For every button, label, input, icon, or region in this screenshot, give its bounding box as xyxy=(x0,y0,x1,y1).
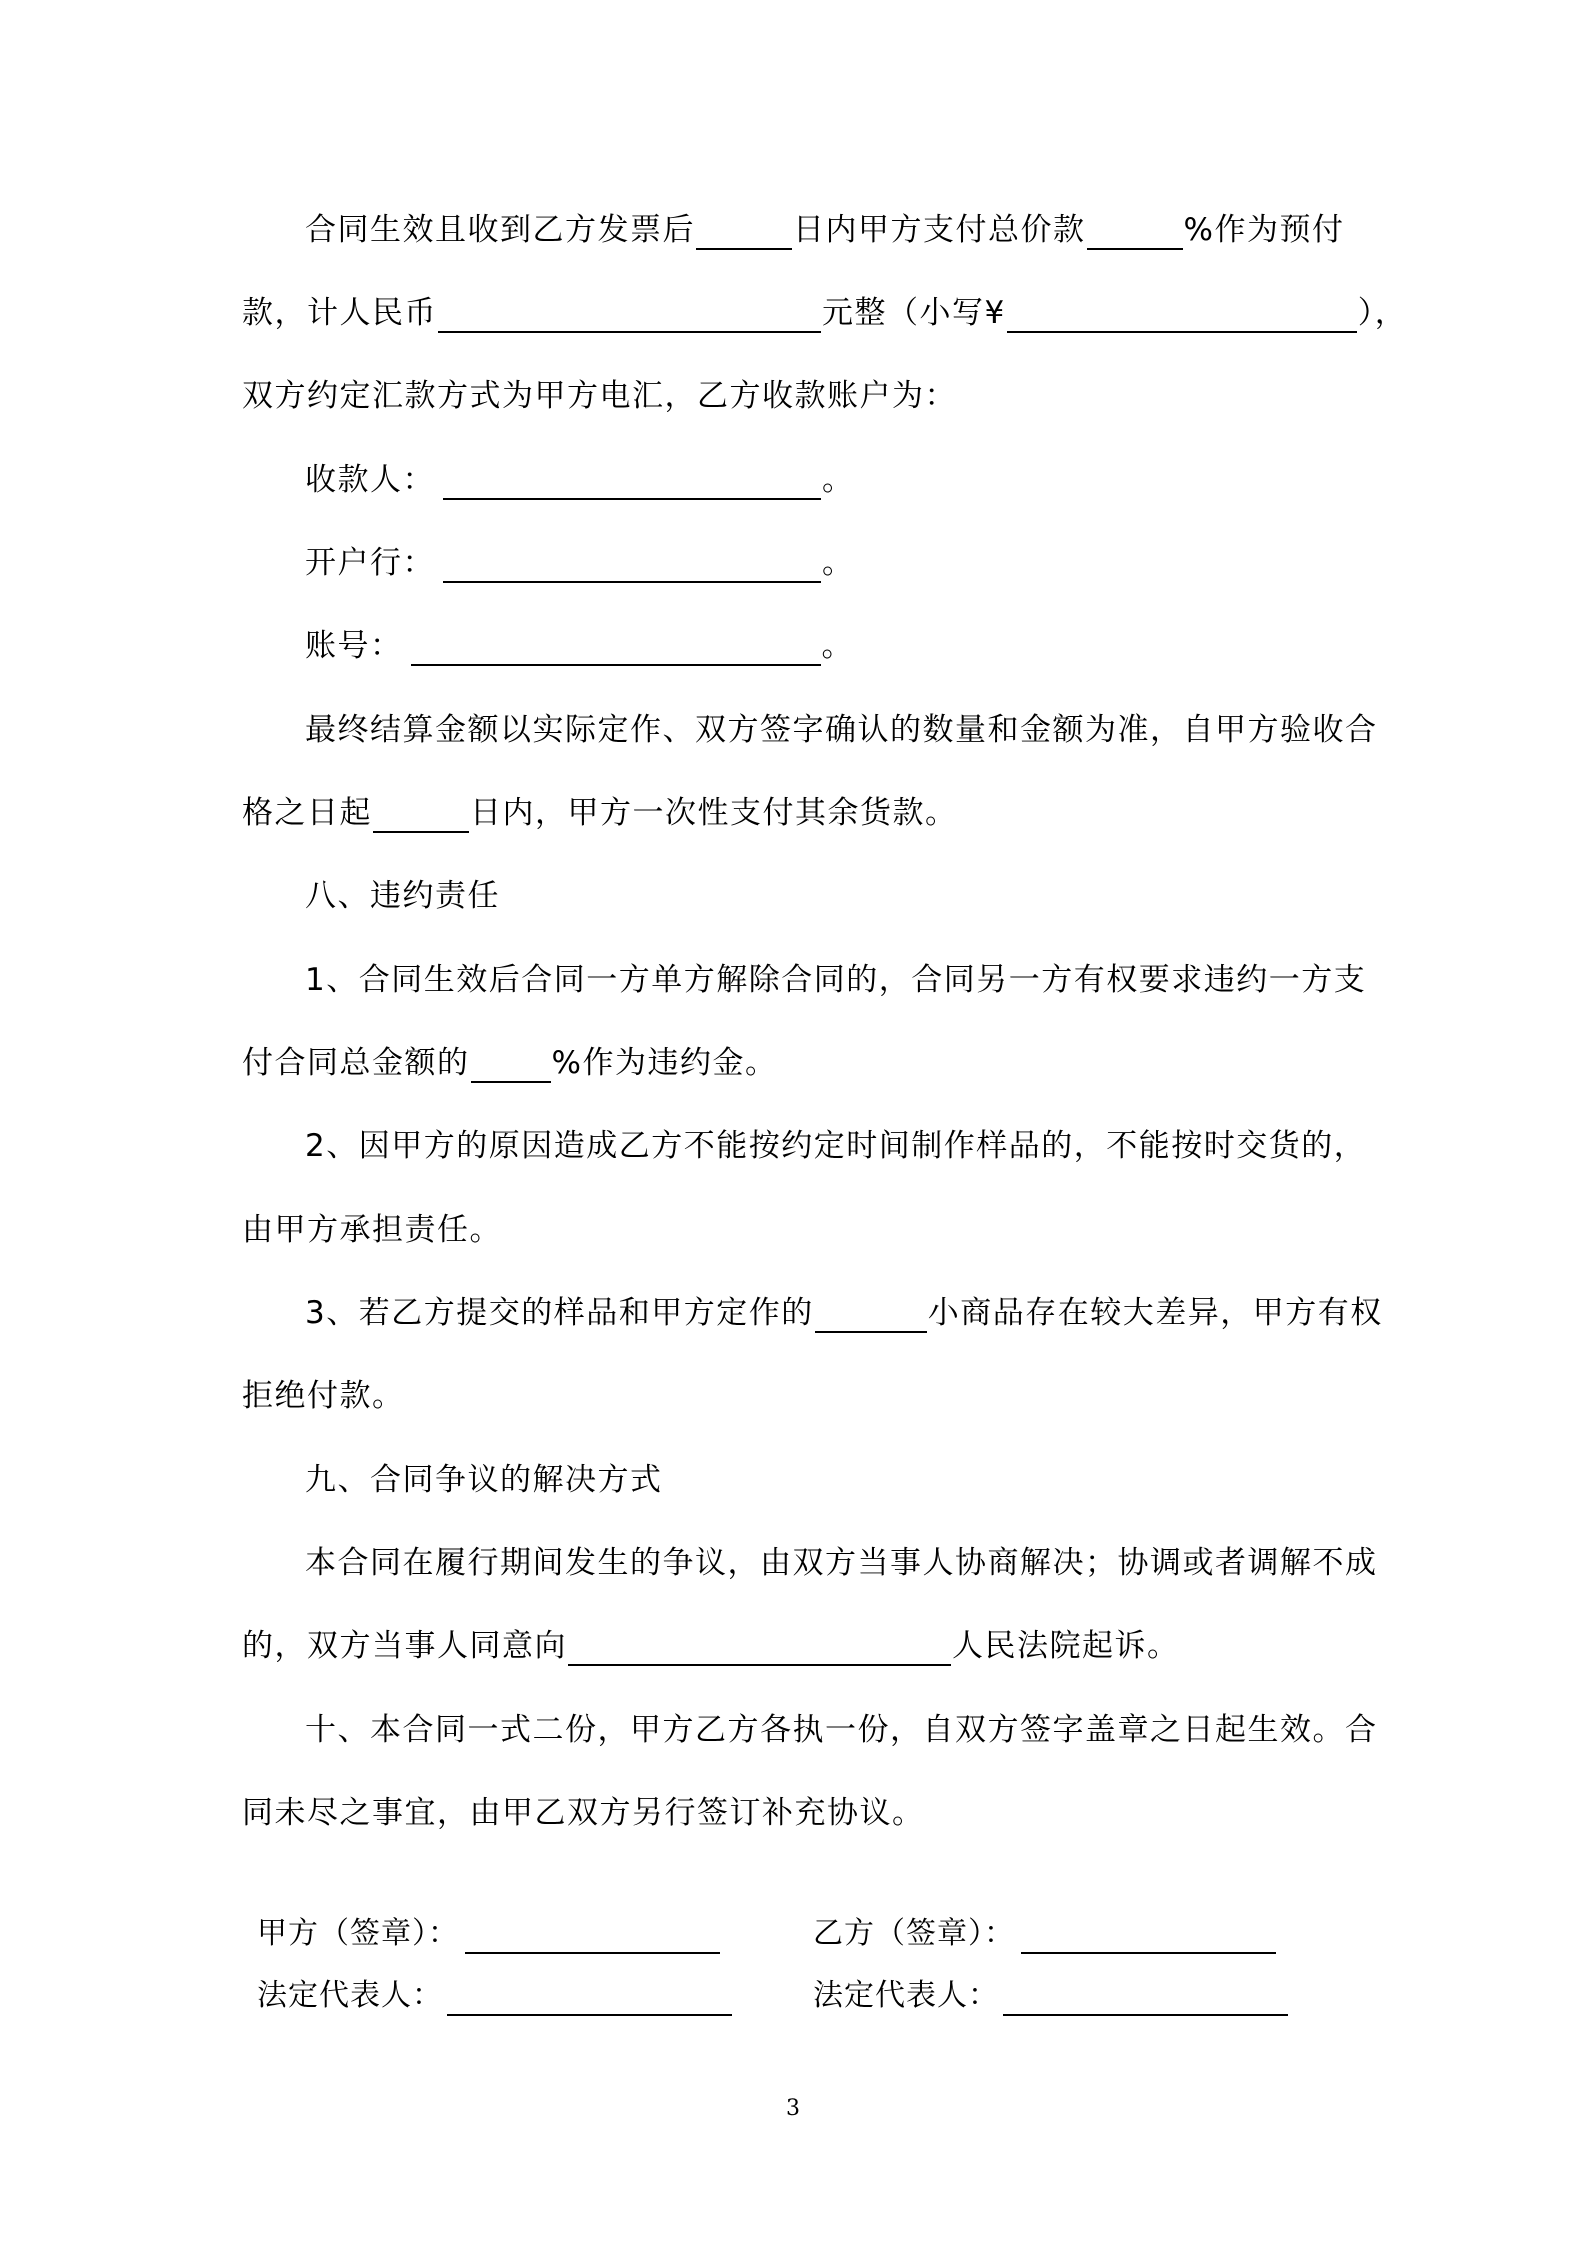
settlement-days-blank xyxy=(373,799,469,833)
section-8-heading xyxy=(305,876,500,916)
text: 1、合同生效后合同一方单方解除合同的，合同另一方有权要求违约一方支 xyxy=(305,962,1367,998)
remittance-line xyxy=(242,376,957,416)
text: %作为预付 xyxy=(1183,212,1345,248)
text: 同未尽之事宜，由甲乙双方另行签订补充协议。 xyxy=(242,1795,925,1831)
party-a-signature-blank xyxy=(465,1922,720,1954)
clause-8-2-line-1 xyxy=(305,1126,1366,1166)
settlement-line-1 xyxy=(305,710,1378,750)
party-b-label: 乙方（签章）： xyxy=(813,1916,1015,1951)
text: 格之日起 xyxy=(242,795,372,831)
percent-blank xyxy=(1087,216,1183,250)
text: 最终结算金额以实际定作、双方签字确认的数量和金额为准，自甲方验收合 xyxy=(305,712,1378,748)
text: 日内，甲方一次性支付其余货款。 xyxy=(470,795,958,831)
text: 双方约定汇款方式为甲方电汇，乙方收款账户为： xyxy=(242,378,957,414)
product-blank xyxy=(815,1299,927,1333)
bank-row xyxy=(305,543,855,583)
amount-words-blank xyxy=(438,299,821,333)
court-blank xyxy=(568,1632,951,1666)
party-a-signature-row xyxy=(257,1914,721,1954)
advance-payment-line-1 xyxy=(305,210,1344,250)
payee-label: 收款人： xyxy=(305,462,435,498)
text: %作为违约金。 xyxy=(551,1045,778,1081)
account-label: 账号： xyxy=(305,628,403,664)
advance-payment-line-2 xyxy=(242,293,1407,333)
text: 日内甲方支付总价款 xyxy=(793,212,1086,248)
text: 八、违约责任 xyxy=(305,878,500,914)
payee-blank xyxy=(443,466,821,500)
party-b-signature-row xyxy=(813,1914,1277,1954)
text: 付合同总金额的 xyxy=(242,1045,470,1081)
party-a-legal-rep-row xyxy=(257,1976,733,2016)
dispute-line-1 xyxy=(305,1543,1378,1583)
party-a-label: 甲方（签章）： xyxy=(257,1916,459,1951)
party-b-legal-rep-blank xyxy=(1003,1984,1288,2016)
text: 十、本合同一式二份，甲方乙方各执一份，自双方签字盖章之日起生效。合 xyxy=(305,1712,1378,1748)
text: 的，双方当事人同意向 xyxy=(242,1628,567,1664)
payee-row xyxy=(305,460,855,500)
text: 。 xyxy=(822,462,855,498)
text: 九、合同争议的解决方式 xyxy=(305,1462,663,1498)
amount-figures-blank xyxy=(1007,299,1357,333)
text: 3、若乙方提交的样品和甲方定作的 xyxy=(305,1295,814,1331)
text: 元整（小写¥ xyxy=(822,295,1006,331)
penalty-percent-blank xyxy=(471,1049,551,1083)
clause-8-1-line-2 xyxy=(242,1043,777,1083)
text: ）， xyxy=(1357,295,1408,331)
clause-8-1-line-1 xyxy=(305,960,1366,1000)
account-row xyxy=(305,626,854,666)
section-9-heading xyxy=(305,1460,663,1500)
text: 合同生效且收到乙方发票后 xyxy=(305,212,695,248)
days-blank xyxy=(696,216,792,250)
clause-8-3-line-2 xyxy=(242,1376,405,1416)
legal-rep-label: 法定代表人： xyxy=(813,1978,999,2013)
section-10-line-1 xyxy=(305,1710,1378,1750)
party-b-signature-blank xyxy=(1021,1922,1276,1954)
text: 2、因甲方的原因造成乙方不能按约定时间制作样品的，不能按时交货的， xyxy=(305,1128,1367,1164)
clause-8-3-line-1 xyxy=(305,1293,1383,1333)
text: 款，计人民币 xyxy=(242,295,437,331)
party-b-legal-rep-row xyxy=(813,1976,1289,2016)
text: 人民法院起诉。 xyxy=(952,1628,1180,1664)
bank-blank xyxy=(443,549,821,583)
section-10-line-2 xyxy=(242,1793,925,1833)
bank-label: 开户行： xyxy=(305,545,435,581)
text: 小商品存在较大差异，甲方有权 xyxy=(927,1295,1383,1331)
dispute-line-2 xyxy=(242,1626,1180,1666)
text: 。 xyxy=(821,628,854,664)
clause-8-2-line-2 xyxy=(242,1210,502,1250)
legal-rep-label: 法定代表人： xyxy=(257,1978,443,2013)
page-number: 3 xyxy=(786,2096,800,2121)
text: 拒绝付款。 xyxy=(242,1378,405,1414)
text: 。 xyxy=(822,545,855,581)
party-a-legal-rep-blank xyxy=(447,1984,732,2016)
text: 本合同在履行期间发生的争议，由双方当事人协商解决；协调或者调解不成 xyxy=(305,1545,1378,1581)
account-blank xyxy=(411,632,821,666)
text: 由甲方承担责任。 xyxy=(242,1212,502,1248)
settlement-line-2 xyxy=(242,793,958,833)
